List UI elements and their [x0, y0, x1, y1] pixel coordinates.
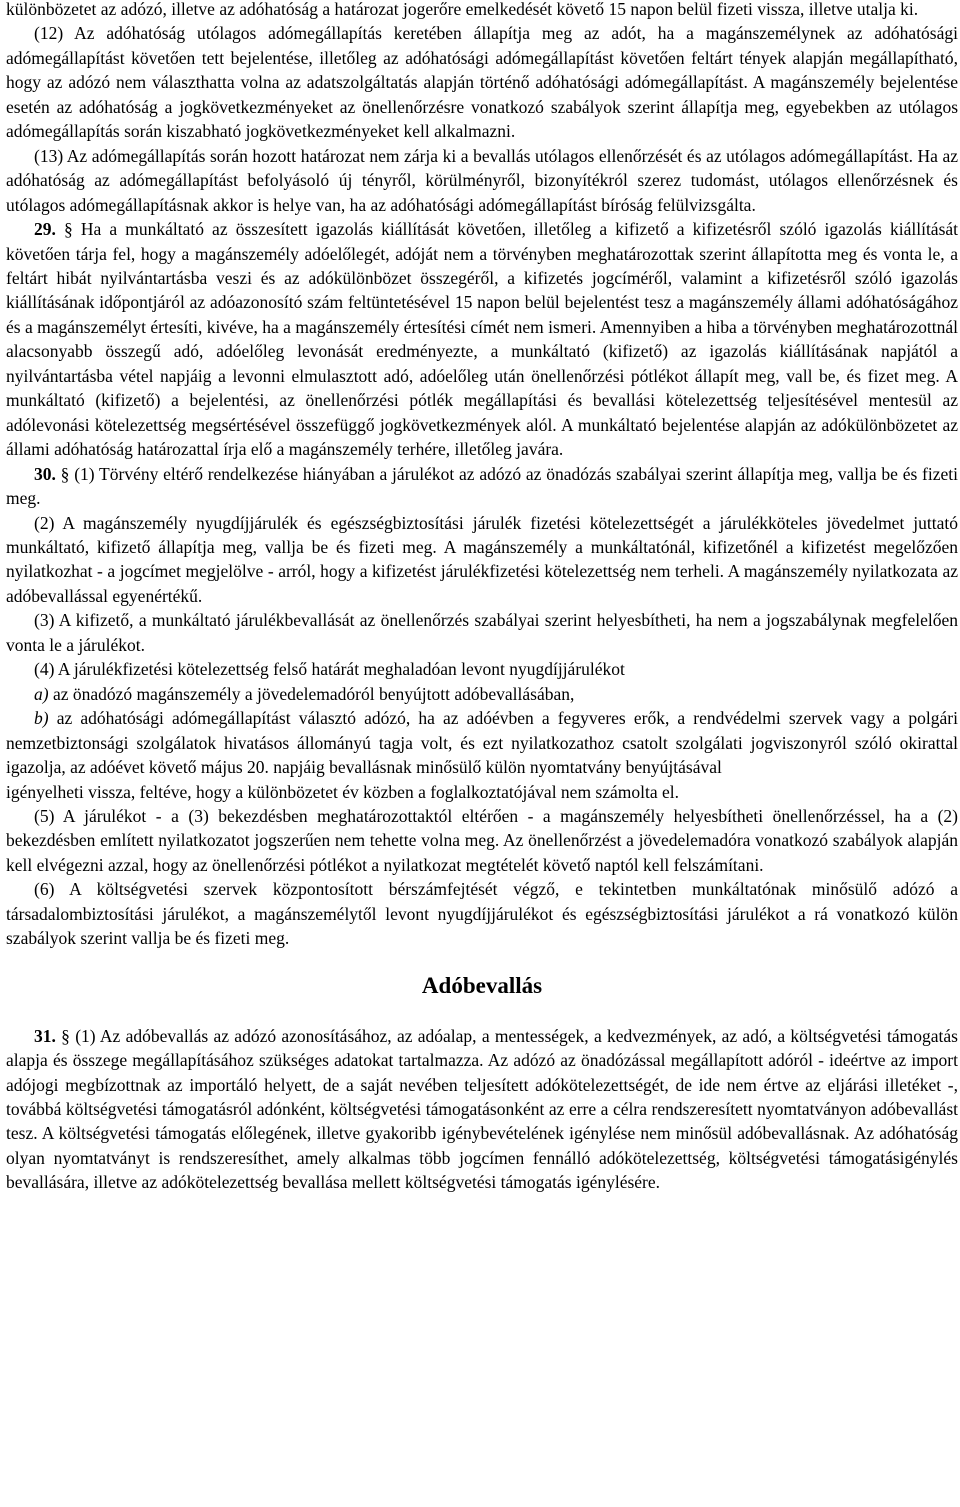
paragraph-30-3: (3) A kifizető, a munkáltató járulékbevallását az önellenőrzés szabályai szerint helyesbítheti, ha nem a jogszabálynak megfelelően vonta le a járulékot. — [6, 610, 958, 655]
list-item-a — [6, 682, 958, 706]
paragraph-30-2: (2) A magánszemély nyugdíjjárulék és egészségbiztosítási járulék fizetési kötelezettségét a járulékköteles jövedelmet juttató munkáltató, kifizető állapítja meg, vallja be és fizeti meg. A magánszemély a munkáltatónál, kifizetőnél a kifizetést megelőzően nyilatkozhat - a jogcímet megjelölve - arról, hogy a kifizetést járulékfizetési kötelezettség nem terheli. A magánszemély nyilatkozata az adóbevallással egyenértékű. — [6, 512, 958, 606]
section-30 — [6, 462, 958, 511]
section-29 — [6, 217, 958, 462]
section-number: 30. — [34, 463, 56, 484]
section-31 — [6, 1024, 958, 1195]
paragraph-continuation: különbözetet az adózó, illetve az adóhatóság a határozat jogerőre emelkedését követő 15 napon belül fizeti vissza, illetve utalja ki. — [6, 0, 919, 19]
paragraph-12: (12) Az adóhatóság utólagos adómegállapítás keretében állapítja meg az adót, ha a magánszemélynek az adóhatósági adómegállapítást követően tett bejelentése, illetőleg az adóhatósági adómegállapítást követően feltárt tények alapján megállapítható, hogy az adózó nem választhatta volna az adatszolgáltatás alapján történő adóhatósági adómegállapítást. A magánszemély bejelentése esetén az adóhatóság a jogkövetkezményeket az önellenőrzésre vonatkozó szabályok szerint állapítja meg, egyebekben az utólagos adómegállapítás során kiszabható jogkövetkezményeket kell alkalmazni. — [6, 23, 958, 142]
section-text: (1) Törvény eltérő rendelkezése hiányában a járulékot az adózó az önadózás szabályai szerint állapítja meg, vallja be és fizeti meg. — [6, 463, 959, 509]
document-page — [6, 0, 958, 1195]
paragraph-30-4-closing: igényelheti vissza, feltéve, hogy a különbözetet év közben a foglalkoztatójával nem számolta el. — [6, 781, 680, 802]
list-item-text: az adóhatósági adómegállapítást választó adózó, ha az adóévben a fegyveres erők, a rendvédelmi szervek vagy a polgári nemzetbiztonsági szolgálatok hivatásos állományú tagja volt, és ezt nyilatkozathoz csatolt szolgálati jogviszonyról szóló okirattal igazolja, az adóévet követő május 20. napjáig bevallásnak minősülő külön nyomtatvány benyújtásával — [6, 708, 958, 778]
section-number: 29. — [34, 219, 56, 240]
section-text: (1) Az adóbevallás az adózó azonosításához, az adóalap, a mentességek, a kedvezmények, az adó, a költségvetési támogatás alapja és összege megállapításához szükséges adatokat tartalmazza. Az adózó az önadózással megállapított adóról - ideértve az import adójogi megbízottnak az importáló helyett, de a saját nevében teljesített adókötelezettségét, de ide nem értve az eljárási illetéket -, továbbá költségvetési támogatásról adónként, költségvetési támogatásonként az erre a célra rendszeresített nyomtatványon adóbevallást tesz. A költségvetési támogatás előlegének, illetve gyakoribb igénybevételének igénylése nem minősül adóbevallásnak. Az adóhatóság olyan nyomtatványt is rendszeresíthet, amely alkalmas több jogcímen fennálló adókötelezettség, költségvetési támogatásigénylés bevallására, illetve az adókötelezettség bevallása mellett költségvetési támogatás igénylésére. — [6, 1025, 958, 1193]
paragraph-30-4: (4) A járulékfizetési kötelezettség felső határát meghaladóan levont nyugdíjjárulékot — [34, 659, 625, 680]
paragraph-30-6: (6) A költségvetési szervek központosított bérszámfejtését végző, e tekintetben munkáltatónak minősülő adózó a társadalombiztosítási járulékot, a magánszemélytől levont nyugdíjjárulékot és egészségbiztosítási járulékot a rá vonatkozó külön szabályok szerint vallja be és fizeti meg. — [6, 879, 958, 949]
section-symbol: § — [60, 463, 70, 484]
list-marker: a) — [34, 683, 49, 704]
section-symbol: § — [61, 1025, 70, 1046]
section-text: Ha a munkáltató az összesített igazolás kiállítását követően, illetőleg a kifizető a kifizetésről szóló igazolás kiállítását követően tárja fel, hogy a magánszemély adóelőlegét, adóját nem a törvényben meghatározottak szerint állapította meg és vonta le, a feltárt hibát nyilvántartásba veszi és az adókülönbözet összegéről, a kifizetés jogcíméről, valamint a kifizetésről szóló igazolás kiállításának időpontjáról az adóazonosító szám feltüntetésével 15 napon belül bejelentést tesz a magánszemély állami adóhatóságához és a magánszemélyt értesíti, kivéve, ha a magánszemély értesítési címét nem ismeri. Amennyiben a hiba a törvényben meghatározottnál alacsonyabb összegű adó, adóelőleg levonását eredményezte, a munkáltató (kifizető) az igazolás kiállításának napjától a nyilvántartásba vétel napjáig a levonni elmulasztott adó, adóelőleg után önellenőrzési pótlékot állapít meg, vall be, és fizet meg. A munkáltató (kifizető) a bejelentési, az önellenőrzési pótlék megállapítási és bevallási kötelezettség teljesítésével mentesül az adólevonási kötelezettség megsértésével összefüggő jogkövetkezmények alól. A munkáltató bejelentése alapján az adókülönbözetet az állami adóhatóság határozattal írja elő a magánszemély terhére, illetőleg javára. — [6, 219, 959, 460]
section-number: 31. — [34, 1025, 56, 1046]
paragraph-30-5: (5) A járulékot - a (3) bekezdésben meghatározottaktól eltérően - a magánszemély helyesbítheti önellenőrzéssel, ha a (2) bekezdésben említett nyilatkozatot jogszerűen nem tehette volna meg. Az önellenőrzést a jövedelemadóra vonatkozó szabályok alapján kell elvégezni azzal, hogy az önellenőrzési pótlékot a nyilatkozat megtételét követő naptól kell felszámítani. — [6, 805, 958, 875]
list-item-text: az önadózó magánszemély a jövedelemadóról benyújtott adóbevallásában, — [52, 683, 575, 704]
list-item-b — [6, 706, 958, 779]
list-marker: b) — [34, 708, 49, 729]
paragraph-13: (13) Az adómegállapítás során hozott határozat nem zárja ki a bevallás utólagos ellenőrzését és az utólagos adómegállapítást. Ha az adóhatóság az adómegállapítást befolyásoló új tényről, körülményről, bizonyítékról szerez tudomást, utólagos ellenőrzésnek és utólagos adómegállapításnak akkor is helye van, ha az adóhatósági adómegállapítást bíróság felülvizsgálta. — [6, 145, 958, 215]
section-symbol: § — [63, 219, 73, 240]
section-heading: Adóbevallás — [421, 972, 543, 998]
